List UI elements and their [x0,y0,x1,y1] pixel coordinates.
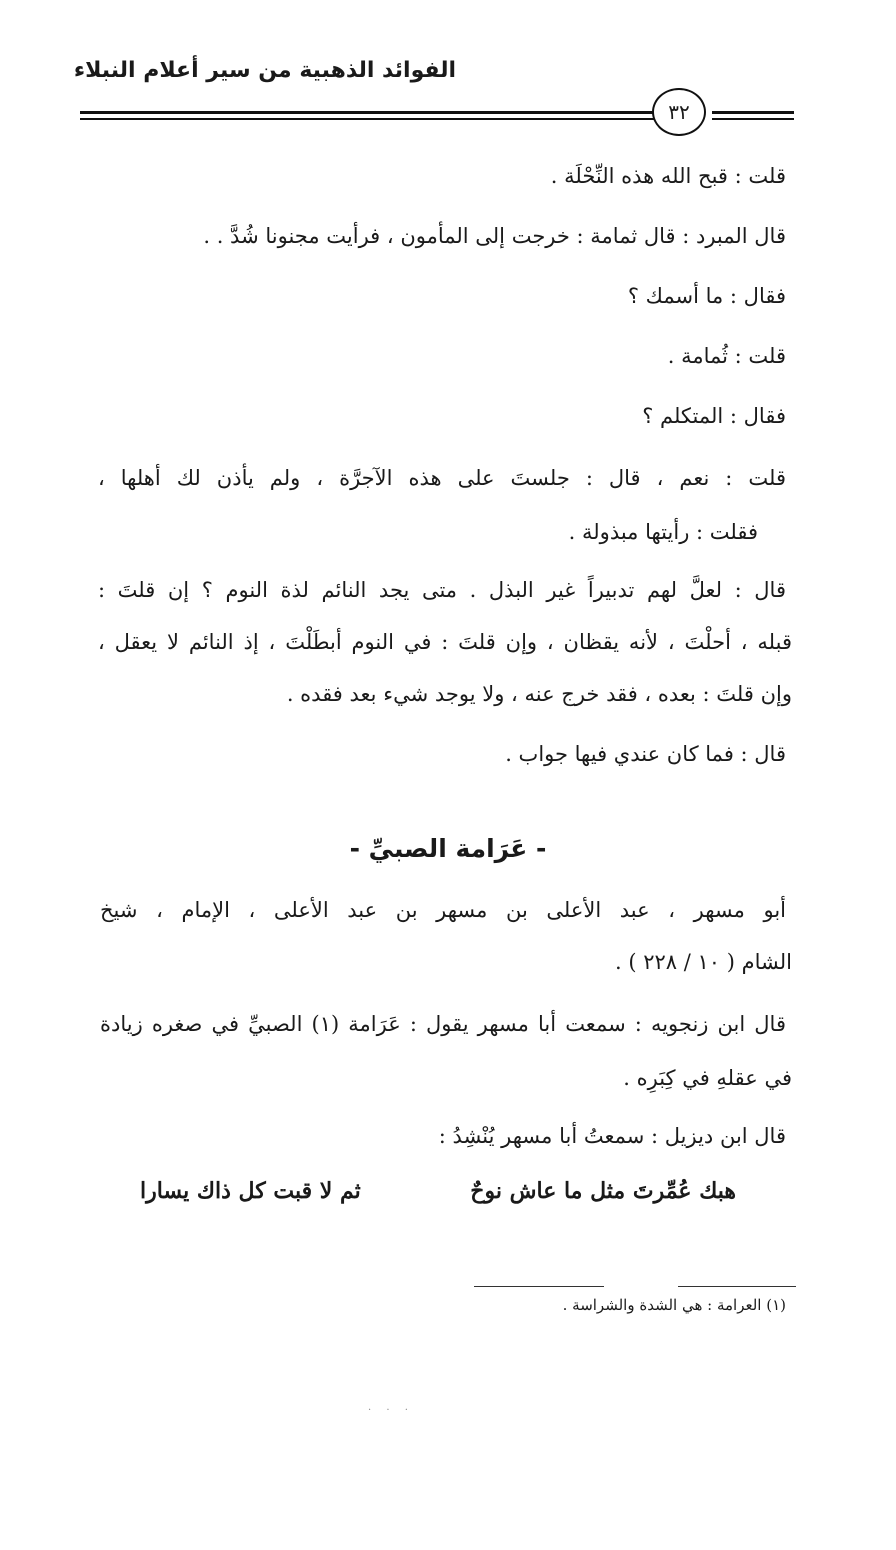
header-rule-long-thin [80,118,658,120]
text-line: الشام ( ١٠ / ٢٢٨ ) . [615,950,792,974]
text-line: فقلت : رأيتها مبذولة . [568,520,758,544]
section-heading: - عَرَامة الصبيِّ - [349,834,547,863]
text-line: فقال : ما أسمك ؟ [627,284,786,308]
verse-first-hemistich: هبك عُمِّرتَ مثل ما عاش نوحٌ [470,1178,736,1204]
text-line: قلت : ثُمامة . [667,344,786,368]
page-number: ٣٢ [652,88,706,136]
text-line: قال ابن ديزيل : سمعتُ أبا مسهر يُنْشِدُ : [438,1124,786,1148]
text-line: أبو مسهر ، عبد الأعلى بن مسهر بن عبد الأعلى ، الإمام ، شيخ [100,898,786,922]
footnote: (١) العرامة : هي الشدة والشراسة . [562,1296,786,1314]
text-line: قبله ، أحلْتَ ، لأنه يقظان ، وإن قلتَ : في النوم أبطَلْتَ ، إذ النائم لا يعقل ، [98,630,792,654]
header-rule-short-thin [712,118,794,120]
text-line: فقال : المتكلم ؟ [642,404,786,428]
text-line: قلت : قبح الله هذه النِّحْلَة . [550,164,786,188]
text-line: قال : لعلَّ لهم تدبيراً غير البذل . متى يجد النائم لذة النوم ؟ إن قلتَ : [98,578,786,602]
text-line: قال : فما كان عندي فيها جواب . [505,742,786,766]
running-header-title: الفوائد الذهبية من سير أعلام النبلاء [73,58,456,83]
header-rule-short [712,111,794,114]
text-line: في عقلهِ في كِبَرِه . [623,1066,792,1090]
footnote-rule [678,1286,796,1287]
header-rule-long [80,111,658,114]
verse-second-hemistich: ثم لا قبت كل ذاك يسارا [140,1178,361,1204]
scan-marks: . . . [368,1402,414,1413]
text-line: قال ابن زنجويه : سمعت أبا مسهر يقول : عَرَامة (١) الصبيِّ في صغره زيادة [100,1012,786,1036]
text-line: قلت : نعم ، قال : جلستَ على هذه الآجرَّة ، ولم يأذن لك أهلها ، [98,466,786,490]
text-line: قال المبرد : قال ثمامة : خرجت إلى المأمون ، فرأيت مجنونا شُدَّ . . [203,224,786,248]
footnote-rule [474,1286,604,1287]
text-line: وإن قلتَ : بعده ، فقد خرج عنه ، ولا يوجد شيء بعد فقده . [286,682,792,706]
